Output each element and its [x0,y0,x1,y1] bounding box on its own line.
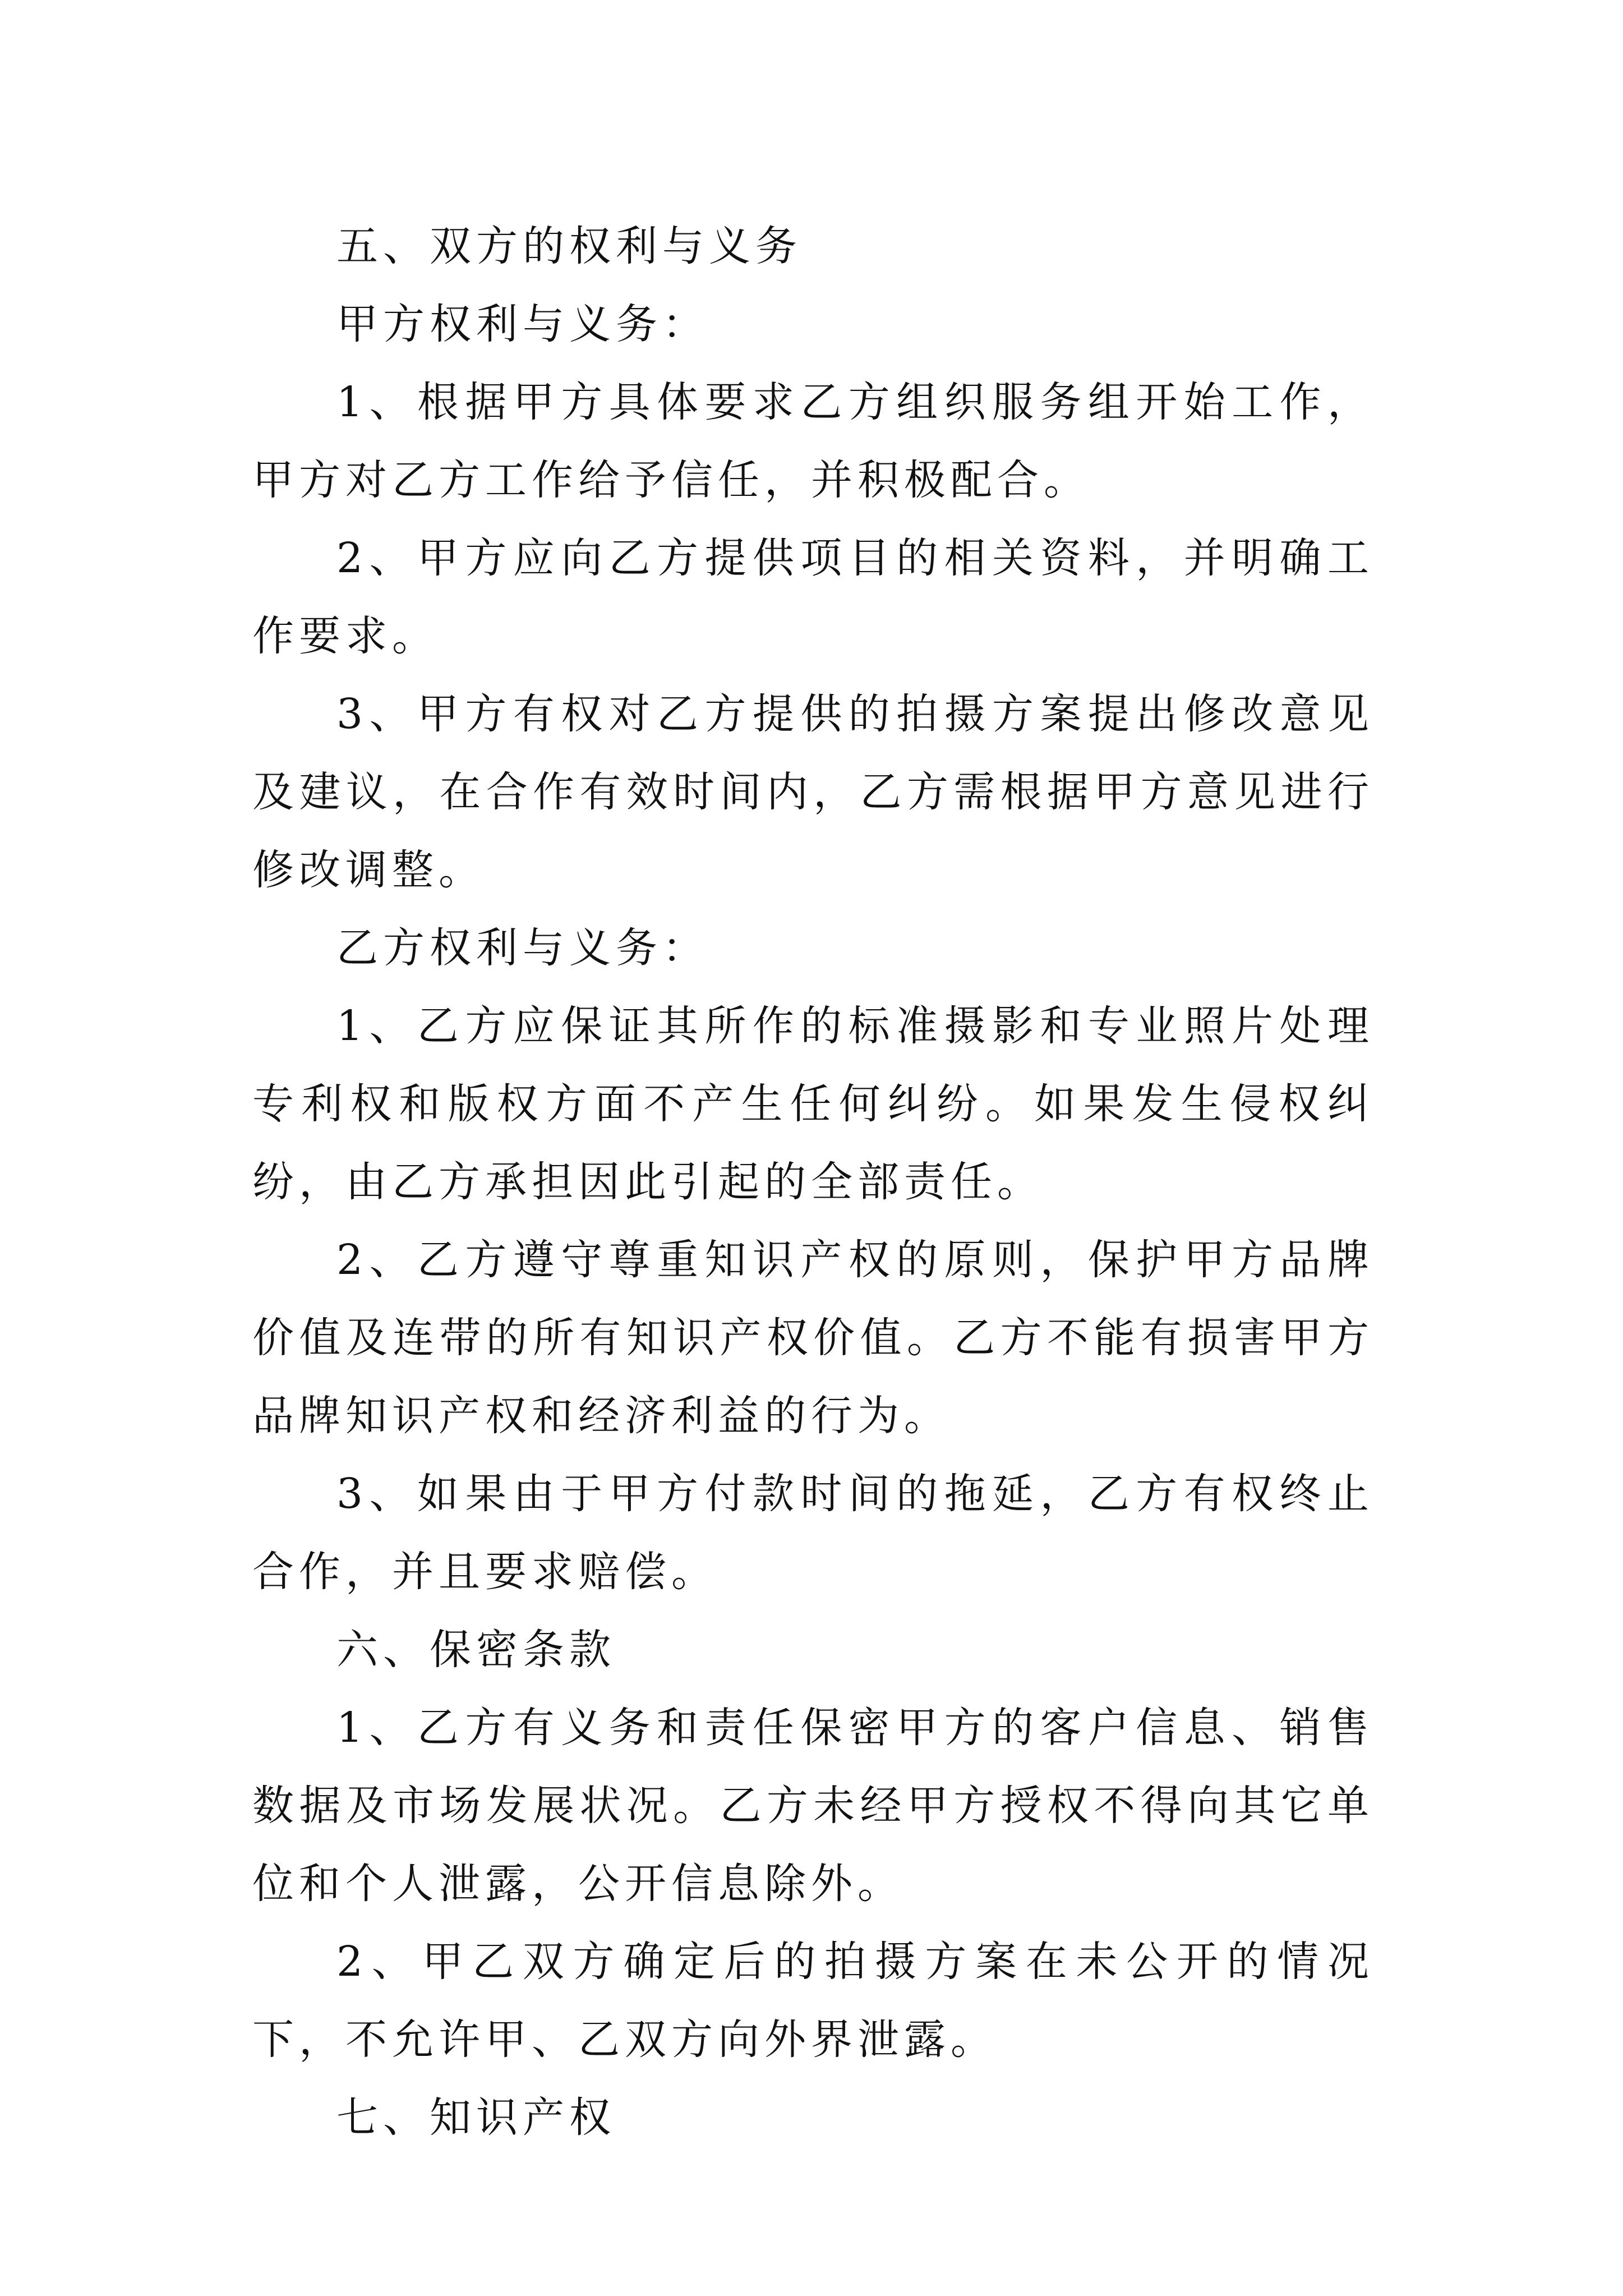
clause-paragraph: 1、乙方有义务和责任保密甲方的客户信息、销售数据及市场发展状况。乙方未经甲方授权不得向其它单位和个人泄露，公开信息除外。 [252,1704,1374,1908]
clause-paragraph: 3、如果由于甲方付款时间的拖延，乙方有权终止合作，并且要求赔偿。 [252,1470,1374,1596]
subheading-party-a-rights: 甲方权利与义务： [336,300,709,348]
document-body [252,208,1374,2157]
clause-paragraph: 3、甲方有权对乙方提供的拍摄方案提出修改意见及建议，在合作有效时间内，乙方需根据甲方意见进行修改调整。 [252,690,1374,894]
section-heading-rights-obligations: 五、双方的权利与义务 [336,222,802,270]
clause-paragraph: 1、乙方应保证其所作的标准摄影和专业照片处理专利权和版权方面不产生任何纠纷。如果发生侵权纠纷，由乙方承担因此引起的全部责任。 [252,1002,1374,1206]
clause-paragraph: 1、根据甲方具体要求乙方组织服务组开始工作，甲方对乙方工作给予信任，并积极配合。 [252,378,1374,504]
clause-paragraph: 2、乙方遵守尊重知识产权的原则，保护甲方品牌价值及连带的所有知识产权价值。乙方不能有损害甲方品牌知识产权和经济利益的行为。 [252,1236,1374,1440]
clause-paragraph: 2、甲乙双方确定后的拍摄方案在未公开的情况下，不允许甲、乙双方向外界泄露。 [252,1938,1374,2064]
clause-paragraph: 2、甲方应向乙方提供项目的相关资料，并明确工作要求。 [252,534,1374,660]
section-heading-confidentiality: 六、保密条款 [336,1626,616,1674]
subheading-party-b-rights: 乙方权利与义务： [336,924,709,972]
section-heading-intellectual-property: 七、知识产权 [336,2093,616,2142]
